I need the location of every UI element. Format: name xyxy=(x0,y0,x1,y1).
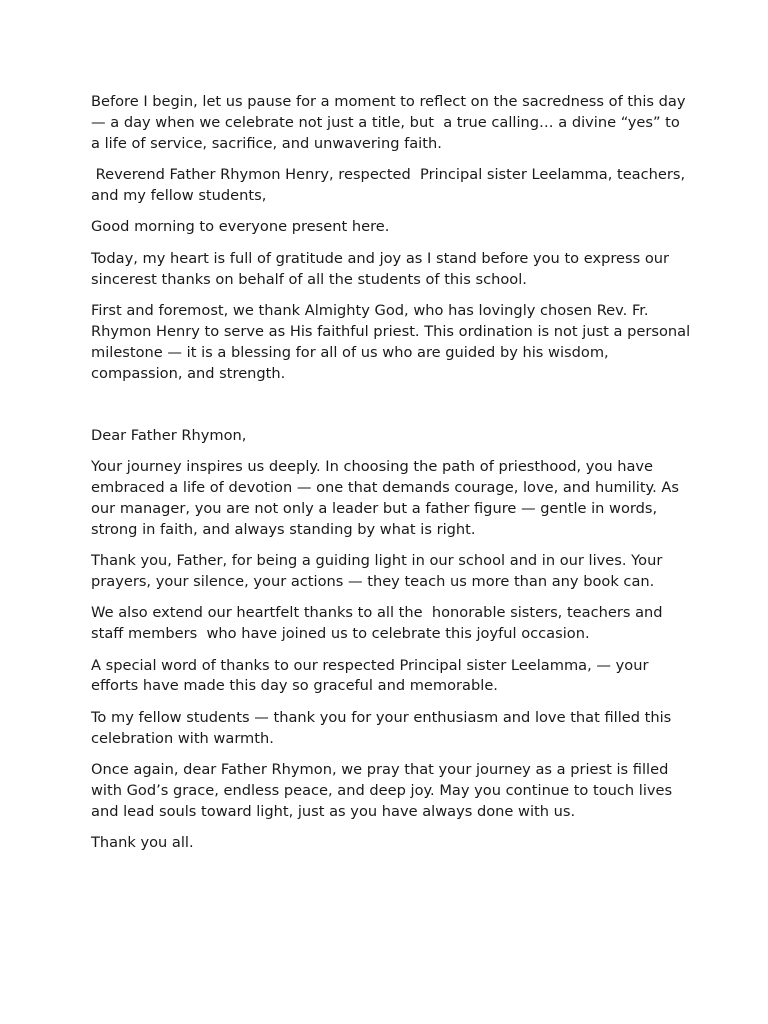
paragraph-dear-father: Dear Father Rhymon, xyxy=(91,426,247,444)
document-body xyxy=(91,92,695,864)
paragraph-guiding-light: Thank you, Father, for being a guiding light in our school and in our lives. Your prayers, your silence, your actions — they teach us more than any book can. xyxy=(91,552,667,591)
paragraph-closing: Thank you all. xyxy=(91,834,194,852)
paragraph-opening-reflection: Before I begin, let us pause for a moment to reflect on the sacredness of this day — a day when we celebrate not just a title, but a true calling… a divine “yes” to a life of service, sacrifice, and unwavering faith. xyxy=(91,93,691,152)
paragraph-greeting: Good morning to everyone present here. xyxy=(91,218,390,236)
paragraph-salutation: Reverend Father Rhymon Henry, respected Principal sister Leelamma, teachers, and my fellow students, xyxy=(91,166,690,205)
paragraph-fellow-students: To my fellow students — thank you for your enthusiasm and love that filled this celebration with warmth. xyxy=(91,708,676,747)
paragraph-prayer: Once again, dear Father Rhymon, we pray that your journey as a priest is filled with God’s grace, endless peace, and deep joy. May you continue to touch lives and lead souls toward light, just as you have always done with us. xyxy=(91,760,677,820)
paragraph-thanks-principal: A special word of thanks to our respected Principal sister Leelamma, — your efforts have made this day so graceful and memorable. xyxy=(91,656,654,695)
paragraph-journey: Your journey inspires us deeply. In choosing the path of priesthood, you have embraced a life of devotion — one that demands courage, love, and humility. As our manager, you are not only a leader but a father figure — gentle in words, strong in faith, and always standing by what is right. xyxy=(91,458,684,538)
paragraph-thanks-sisters: We also extend our heartfelt thanks to all the honorable sisters, teachers and staff members who have joined us to celebrate this joyful occasion. xyxy=(91,604,668,643)
paragraph-spacer xyxy=(91,395,691,426)
paragraph-thanks-god: First and foremost, we thank Almighty God, who has lovingly chosen Rev. Fr. Rhymon Henry to serve as His faithful priest. This ordination is not just a personal milestone — it is a blessing for all of us who are guided by his wisdom, compassion, and strength. xyxy=(91,301,695,382)
paragraph-gratitude: Today, my heart is full of gratitude and joy as I stand before you to express our sincerest thanks on behalf of all the students of this school. xyxy=(91,249,674,288)
